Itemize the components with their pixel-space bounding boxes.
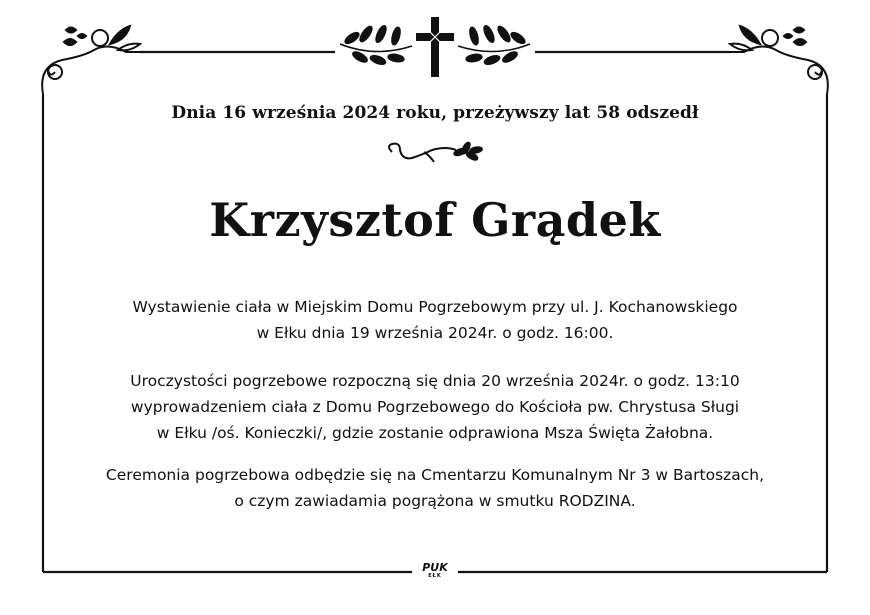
death-date-intro: Dnia 16 września 2024 roku, przeżywszy lat 58 odszedł	[171, 103, 699, 123]
text-line: o czym zawiadamia pogrążona w smutku RODZINA.	[234, 492, 636, 510]
text-line: Ceremonia pogrzebowa odbędzie się na Cmentarzu Komunalnym Nr 3 w Bartoszach,	[105, 466, 765, 484]
divider-ornament-icon	[389, 142, 482, 162]
text-line: wyprowadzeniem ciała z Domu Pogrzebowego do Kościoła pw. Chrystusa Sługi	[130, 398, 740, 416]
corner-ornament-left-icon	[42, 26, 140, 94]
cross-icon	[416, 17, 454, 77]
paragraph-ceremony	[0, 368, 870, 446]
logo-subtext: EŁK	[428, 573, 442, 579]
paragraph-burial	[0, 462, 870, 514]
text-line: Uroczystości pogrzebowe rozpoczną się dnia 20 września 2024r. o godz. 13:10	[130, 372, 740, 390]
text-line: w Ełku dnia 19 września 2024r. o godz. 16:00.	[256, 324, 614, 342]
branch-left-icon	[340, 24, 412, 66]
branch-right-icon	[458, 24, 530, 66]
corner-ornament-right-icon	[730, 26, 828, 94]
deceased-name: Krzysztof Grądek	[209, 193, 661, 247]
text-line: w Ełku /oś. Konieczki/, gdzie zostanie odprawiona Msza Święta Żałobna.	[156, 424, 714, 442]
text-line: Wystawienie ciała w Miejskim Domu Pogrzebowym przy ul. J. Kochanowskiego	[132, 298, 738, 316]
paragraph-viewing	[0, 294, 870, 346]
puk-logo	[414, 562, 456, 579]
logo-text: PUK	[422, 561, 448, 574]
